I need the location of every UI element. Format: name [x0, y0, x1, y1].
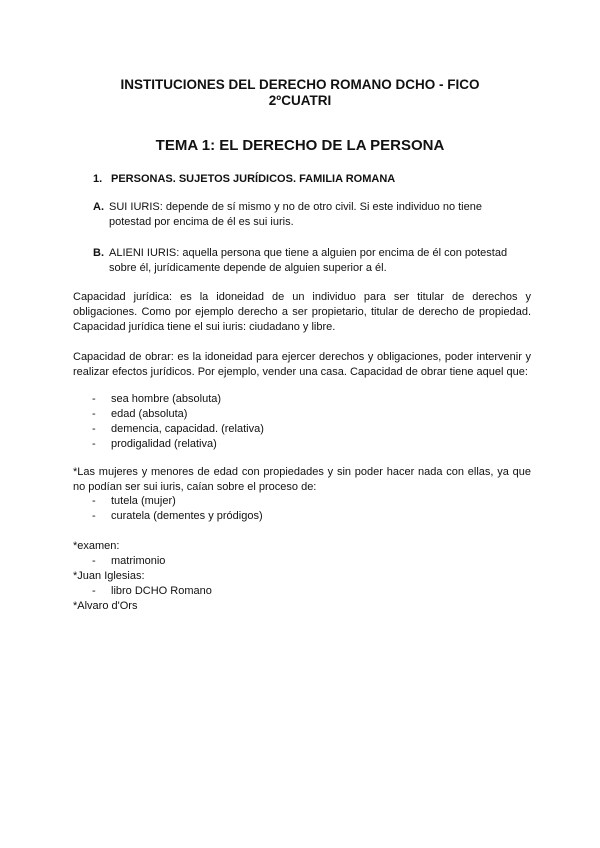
list-item — [92, 437, 492, 452]
list-item — [92, 422, 492, 437]
item-marker: A. — [93, 201, 104, 213]
list-item-text: demencia, capacidad. (relativa) — [111, 423, 264, 435]
section-number: 1. — [93, 173, 103, 185]
list-item-text: curatela (dementes y pródigos) — [111, 510, 263, 522]
list-item — [93, 246, 543, 276]
list-item — [92, 392, 492, 407]
capacidad-obrar-list — [92, 392, 492, 452]
dash-bullet: - — [92, 495, 96, 507]
alvaro-dors-note: *Alvaro d'Ors — [73, 600, 138, 612]
list-item-text: prodigalidad (relativa) — [111, 438, 217, 450]
examen-note: *examen: — [73, 540, 120, 552]
list-item-text: libro DCHO Romano — [111, 585, 212, 597]
dash-bullet: - — [92, 393, 96, 405]
section-heading — [93, 173, 513, 185]
title-line-1: INSTITUCIONES DEL DERECHO ROMANO DCHO - FICO — [120, 77, 480, 92]
capacidad-obrar-paragraph: Capacidad de obrar: es la idoneidad para ejercer derechos y obligaciones, poder intervenir y realizar efectos jurídicos. Por ejemplo, vender una casa. Capacidad de obrar tiene aquel que: — [73, 351, 531, 378]
list-item-text: sea hombre (absoluta) — [111, 393, 222, 405]
item-marker: B. — [93, 247, 104, 259]
topic-heading: TEMA 1: EL DERECHO DE LA PERSONA — [155, 137, 445, 154]
capacidad-juridica-paragraph: Capacidad jurídica: es la idoneidad de un individuo para ser titular de derechos y obligaciones. Como por ejemplo derecho a ser propietario, titular de derecho de propiedad. Capacidad jurídica tiene el sui iuris: ciudadano y libre. — [73, 291, 531, 333]
dash-bullet: - — [92, 555, 96, 567]
list-item — [92, 407, 492, 422]
mujeres-list — [92, 494, 492, 524]
document-title — [0, 77, 600, 109]
dash-bullet: - — [92, 438, 96, 450]
dash-bullet: - — [92, 510, 96, 522]
list-item-text: matrimonio — [111, 555, 166, 567]
juan-iglesias-note: *Juan Iglesias: — [73, 570, 145, 582]
list-item-text: edad (absoluta) — [111, 408, 188, 420]
dash-bullet: - — [92, 408, 96, 420]
notes-block — [73, 539, 473, 614]
mujeres-paragraph: *Las mujeres y menores de edad con propiedades y sin poder hacer nada con ellas, ya que no podían ser sui iuris, caían sobre el proceso de: — [73, 466, 531, 493]
list-item — [93, 200, 533, 230]
item-text: SUI IURIS: depende de sí mismo y no de otro civil. Si este individuo no tiene potestad por encima de él es sui iuris. — [109, 201, 482, 228]
list-item — [92, 494, 492, 509]
dash-bullet: - — [92, 585, 96, 597]
section-title: PERSONAS. SUJETOS JURÍDICOS. FAMILIA ROMANA — [111, 173, 396, 185]
title-line-2: 2ºCUATRI — [268, 93, 332, 108]
item-text: ALIENI IURIS: aquella persona que tiene a alguien por encima de él con potestad sobre él, jurídicamente depende de alguien superior a él. — [109, 247, 508, 274]
list-item — [92, 509, 492, 524]
list-item — [73, 584, 473, 599]
list-item — [73, 554, 473, 569]
dash-bullet: - — [92, 423, 96, 435]
list-item-text: tutela (mujer) — [111, 495, 176, 507]
